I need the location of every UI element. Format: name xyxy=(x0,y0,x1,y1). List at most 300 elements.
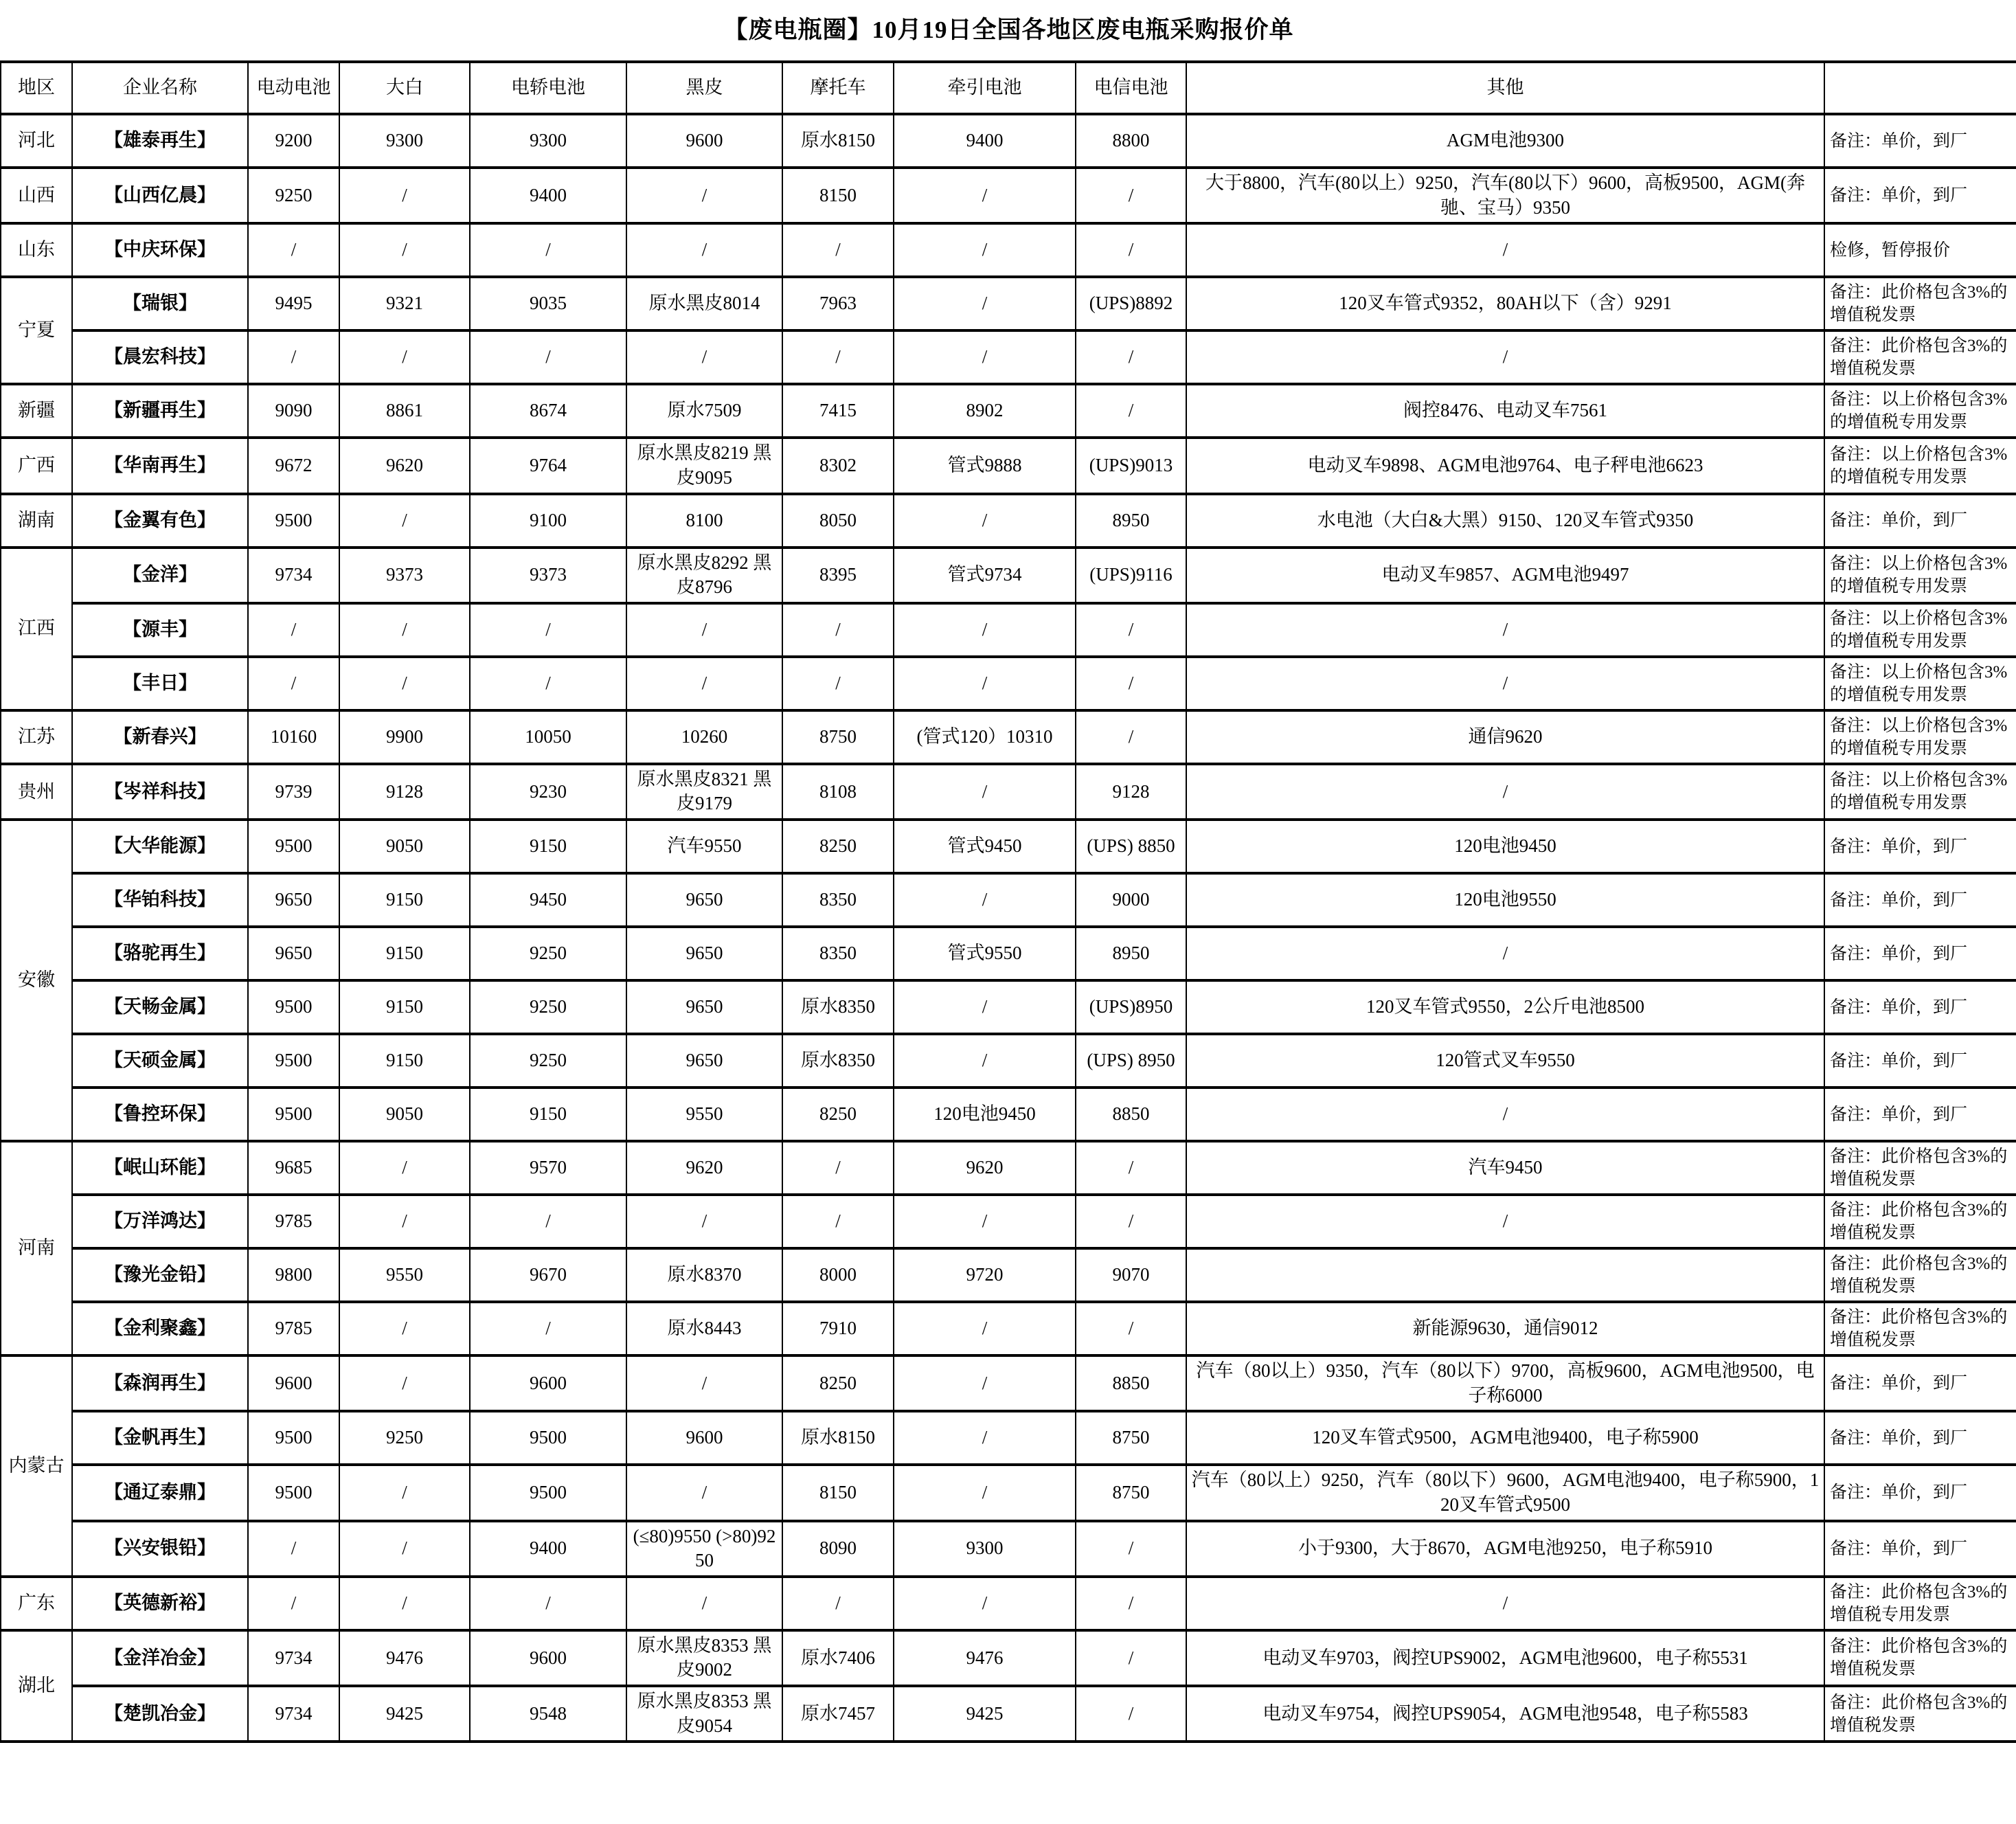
price-cell: / xyxy=(470,1302,626,1355)
price-cell: / xyxy=(470,657,626,710)
price-cell: / xyxy=(339,657,470,710)
region-cell: 湖北 xyxy=(1,1630,72,1742)
price-cell: 汽车9550 xyxy=(626,820,782,873)
company-cell: 【金利聚鑫】 xyxy=(72,1302,248,1355)
column-header-company: 企业名称 xyxy=(72,62,248,114)
remark-cell: 备注：以上价格包含3%的增值税专用发票 xyxy=(1824,710,2016,764)
price-cell: / xyxy=(339,1195,470,1248)
price-cell: 8850 xyxy=(1076,1088,1186,1141)
company-cell: 【楚凯冶金】 xyxy=(72,1686,248,1742)
remark-cell: 备注：单价，到厂 xyxy=(1824,494,2016,548)
price-cell: / xyxy=(782,223,894,277)
price-cell: 9250 xyxy=(470,1034,626,1088)
price-cell: 9373 xyxy=(339,548,470,603)
price-cell: 9620 xyxy=(626,1141,782,1195)
price-cell: 9150 xyxy=(339,1034,470,1088)
price-cell: 原水7457 xyxy=(782,1686,894,1742)
price-cell: 9739 xyxy=(248,764,339,820)
company-cell: 【金翼有色】 xyxy=(72,494,248,548)
price-cell: 9900 xyxy=(339,710,470,764)
price-cell: / xyxy=(894,494,1076,548)
price-cell: 8950 xyxy=(1076,494,1186,548)
price-cell: 10050 xyxy=(470,710,626,764)
price-cell: 9785 xyxy=(248,1195,339,1248)
price-cell: 原水8150 xyxy=(782,114,894,168)
price-cell: / xyxy=(1076,1630,1186,1686)
company-cell: 【新春兴】 xyxy=(72,710,248,764)
price-cell: / xyxy=(894,603,1076,657)
remark-cell: 备注：单价，到厂 xyxy=(1824,1465,2016,1520)
remark-cell: 备注：此价格包含3%的增值税发票 xyxy=(1824,1630,2016,1686)
price-cell: 9500 xyxy=(248,1034,339,1088)
price-cell: 8108 xyxy=(782,764,894,820)
remark-cell: 备注：此价格包含3%的增值税发票 xyxy=(1824,1248,2016,1302)
table-row xyxy=(1,223,2016,277)
price-cell: 9250 xyxy=(470,927,626,980)
company-cell: 【金帆再生】 xyxy=(72,1411,248,1465)
price-cell: 原水黑皮8353 黑皮9054 xyxy=(626,1686,782,1742)
remark-cell: 备注：以上价格包含3%的增值税专用发票 xyxy=(1824,603,2016,657)
other-cell: 小于9300，大于8670，AGM电池9250，电子称5910 xyxy=(1186,1521,1824,1577)
price-cell: 8090 xyxy=(782,1521,894,1577)
price-cell: 9650 xyxy=(626,927,782,980)
price-cell: 9425 xyxy=(894,1686,1076,1742)
price-cell: / xyxy=(626,1465,782,1520)
region-cell: 广东 xyxy=(1,1577,72,1630)
price-cell: 原水黑皮8219 黑皮9095 xyxy=(626,438,782,493)
price-cell: 8750 xyxy=(1076,1465,1186,1520)
price-cell: 9373 xyxy=(470,548,626,603)
price-cell: 9035 xyxy=(470,277,626,330)
other-cell: 汽车（80以上）9350，汽车（80以下）9700，高板9600，AGM电池9500，电子称6000 xyxy=(1186,1355,1824,1411)
price-cell: 原水8150 xyxy=(782,1411,894,1465)
other-cell: 汽车（80以上）9250，汽车（80以下）9600，AGM电池9400，电子称5900，120叉车管式9500 xyxy=(1186,1465,1824,1520)
price-cell: 9550 xyxy=(626,1088,782,1141)
price-cell: 8350 xyxy=(782,873,894,927)
price-cell: 9500 xyxy=(248,1411,339,1465)
column-header-dabai: 大白 xyxy=(339,62,470,114)
price-cell: 9000 xyxy=(1076,873,1186,927)
price-cell: 9500 xyxy=(248,1088,339,1141)
price-cell: 9150 xyxy=(339,927,470,980)
other-cell: / xyxy=(1186,330,1824,384)
price-cell: / xyxy=(894,330,1076,384)
price-cell: / xyxy=(1076,657,1186,710)
price-cell: 管式9450 xyxy=(894,820,1076,873)
price-cell: 9734 xyxy=(248,548,339,603)
remark-cell: 备注：单价，到厂 xyxy=(1824,1034,2016,1088)
price-cell: / xyxy=(1076,1141,1186,1195)
price-cell: / xyxy=(1076,330,1186,384)
table-row xyxy=(1,1088,2016,1141)
remark-cell: 备注：以上价格包含3%的增值税专用发票 xyxy=(1824,764,2016,820)
price-cell: 9450 xyxy=(470,873,626,927)
table-row xyxy=(1,548,2016,603)
table-row xyxy=(1,1630,2016,1686)
price-cell: 9685 xyxy=(248,1141,339,1195)
other-cell: 120叉车管式9550，2公斤电池8500 xyxy=(1186,980,1824,1034)
column-header-other: 其他 xyxy=(1186,62,1824,114)
remark-cell: 备注：以上价格包含3%的增值税专用发票 xyxy=(1824,384,2016,438)
remark-cell: 检修，暂停报价 xyxy=(1824,223,2016,277)
remark-cell: 备注：单价，到厂 xyxy=(1824,927,2016,980)
price-cell: 原水8350 xyxy=(782,1034,894,1088)
remark-cell: 备注：单价，到厂 xyxy=(1824,980,2016,1034)
region-cell: 江苏 xyxy=(1,710,72,764)
remark-cell: 备注：此价格包含3%的增值税发票 xyxy=(1824,330,2016,384)
other-cell: / xyxy=(1186,1577,1824,1630)
price-cell: 管式9888 xyxy=(894,438,1076,493)
price-cell: 原水黑皮8321 黑皮9179 xyxy=(626,764,782,820)
company-cell: 【丰日】 xyxy=(72,657,248,710)
price-cell: 9090 xyxy=(248,384,339,438)
column-header-sedan-battery: 电轿电池 xyxy=(470,62,626,114)
price-cell: 9400 xyxy=(894,114,1076,168)
price-cell: 9500 xyxy=(470,1465,626,1520)
column-header-telecom-battery: 电信电池 xyxy=(1076,62,1186,114)
price-cell: 8050 xyxy=(782,494,894,548)
other-cell: 120叉车管式9500，AGM电池9400，电子称5900 xyxy=(1186,1411,1824,1465)
price-cell: 9150 xyxy=(339,873,470,927)
column-header-region: 地区 xyxy=(1,62,72,114)
price-cell: / xyxy=(894,873,1076,927)
other-cell: 电动叉车9703，阀控UPS9002，AGM电池9600，电子称5531 xyxy=(1186,1630,1824,1686)
other-cell: / xyxy=(1186,927,1824,980)
other-cell: / xyxy=(1186,657,1824,710)
table-row xyxy=(1,1411,2016,1465)
price-cell: 7415 xyxy=(782,384,894,438)
price-cell: / xyxy=(894,1195,1076,1248)
region-cell: 山东 xyxy=(1,223,72,277)
company-cell: 【岷山环能】 xyxy=(72,1141,248,1195)
price-cell: / xyxy=(248,657,339,710)
price-cell: 9425 xyxy=(339,1686,470,1742)
price-cell: 9720 xyxy=(894,1248,1076,1302)
price-cell: 9150 xyxy=(339,980,470,1034)
price-cell: 9550 xyxy=(339,1248,470,1302)
region-cell: 贵州 xyxy=(1,764,72,820)
price-cell: 8750 xyxy=(1076,1411,1186,1465)
other-cell: 120叉车管式9352，80AH以下（含）9291 xyxy=(1186,277,1824,330)
table-row xyxy=(1,873,2016,927)
remark-cell: 备注：单价，到厂 xyxy=(1824,820,2016,873)
table-row xyxy=(1,1686,2016,1742)
company-cell: 【天硕金属】 xyxy=(72,1034,248,1088)
other-cell: 大于8800，汽车(80以上）9250，汽车(80以下）9600，高板9500，AGM(奔驰、宝马）9350 xyxy=(1186,168,1824,223)
price-cell: 9650 xyxy=(626,980,782,1034)
price-cell: 9400 xyxy=(470,168,626,223)
price-cell: (UPS)8892 xyxy=(1076,277,1186,330)
table-row xyxy=(1,438,2016,493)
price-cell: 9570 xyxy=(470,1141,626,1195)
company-cell: 【华南再生】 xyxy=(72,438,248,493)
price-cell: / xyxy=(339,223,470,277)
table-row xyxy=(1,1355,2016,1411)
price-cell: / xyxy=(470,330,626,384)
title-row xyxy=(1,0,2016,62)
price-cell: 8250 xyxy=(782,1088,894,1141)
price-cell: 原水7509 xyxy=(626,384,782,438)
price-cell: 8150 xyxy=(782,168,894,223)
price-cell: / xyxy=(894,168,1076,223)
price-cell: 8250 xyxy=(782,820,894,873)
remark-cell: 备注：单价，到厂 xyxy=(1824,873,2016,927)
table-body xyxy=(1,114,2016,1742)
company-cell: 【兴安银铅】 xyxy=(72,1521,248,1577)
price-cell: / xyxy=(626,168,782,223)
other-cell: / xyxy=(1186,603,1824,657)
table-row xyxy=(1,657,2016,710)
price-cell: / xyxy=(1076,710,1186,764)
other-cell: 电动叉车9898、AGM电池9764、电子秤电池6623 xyxy=(1186,438,1824,493)
price-cell: 9250 xyxy=(470,980,626,1034)
table-row xyxy=(1,1577,2016,1630)
table-row xyxy=(1,710,2016,764)
remark-cell: 备注：此价格包含3%的增值税发票 xyxy=(1824,1141,2016,1195)
price-cell: / xyxy=(248,223,339,277)
price-cell: 9150 xyxy=(470,1088,626,1141)
price-cell: 8350 xyxy=(782,927,894,980)
price-cell: / xyxy=(894,657,1076,710)
price-cell: 9650 xyxy=(248,873,339,927)
price-cell: 9670 xyxy=(470,1248,626,1302)
company-cell: 【源丰】 xyxy=(72,603,248,657)
price-cell: 9600 xyxy=(248,1355,339,1411)
price-cell: 原水黑皮8014 xyxy=(626,277,782,330)
other-cell: 通信9620 xyxy=(1186,710,1824,764)
remark-cell: 备注：单价，到厂 xyxy=(1824,1088,2016,1141)
other-cell: / xyxy=(1186,764,1824,820)
price-cell: / xyxy=(782,1577,894,1630)
price-cell: (≤80)9550 (>80)9250 xyxy=(626,1521,782,1577)
price-cell: / xyxy=(782,1141,894,1195)
price-cell: / xyxy=(626,1355,782,1411)
price-cell: / xyxy=(782,603,894,657)
price-cell: / xyxy=(339,1141,470,1195)
price-cell: 9321 xyxy=(339,277,470,330)
price-cell: 原水8443 xyxy=(626,1302,782,1355)
price-cell: 9600 xyxy=(470,1355,626,1411)
price-cell: / xyxy=(894,1411,1076,1465)
price-cell: 9250 xyxy=(339,1411,470,1465)
price-cell: 9672 xyxy=(248,438,339,493)
price-cell: / xyxy=(894,980,1076,1034)
price-cell: 9500 xyxy=(470,1411,626,1465)
price-cell: (UPS) 8950 xyxy=(1076,1034,1186,1088)
page-title: 【废电瓶圈】10月19日全国各地区废电瓶采购报价单 xyxy=(1,0,2016,62)
price-cell: 8800 xyxy=(1076,114,1186,168)
region-cell: 新疆 xyxy=(1,384,72,438)
table-row xyxy=(1,764,2016,820)
other-cell: 汽车9450 xyxy=(1186,1141,1824,1195)
price-cell: / xyxy=(470,1195,626,1248)
price-cell: / xyxy=(894,1355,1076,1411)
price-cell: 9548 xyxy=(470,1686,626,1742)
table-row xyxy=(1,277,2016,330)
price-cell: / xyxy=(894,764,1076,820)
price-cell: / xyxy=(339,168,470,223)
price-cell: (UPS)9013 xyxy=(1076,438,1186,493)
remark-cell: 备注：此价格包含3%的增值税发票 xyxy=(1824,1686,2016,1742)
region-cell: 河南 xyxy=(1,1141,72,1355)
price-cell: 9785 xyxy=(248,1302,339,1355)
company-cell: 【瑞银】 xyxy=(72,277,248,330)
price-cell: / xyxy=(1076,603,1186,657)
price-cell: 10260 xyxy=(626,710,782,764)
price-cell: / xyxy=(339,494,470,548)
region-cell: 广西 xyxy=(1,438,72,493)
column-header-traction-battery: 牵引电池 xyxy=(894,62,1076,114)
price-cell: / xyxy=(782,657,894,710)
price-cell: 9495 xyxy=(248,277,339,330)
column-header-heipi: 黑皮 xyxy=(626,62,782,114)
price-cell: 9128 xyxy=(1076,764,1186,820)
remark-cell: 备注：此价格包含3%的增值税发票 xyxy=(1824,1302,2016,1355)
region-cell: 湖南 xyxy=(1,494,72,548)
company-cell: 【山西亿晨】 xyxy=(72,168,248,223)
price-cell: / xyxy=(248,1577,339,1630)
price-cell: 9250 xyxy=(248,168,339,223)
price-cell: / xyxy=(470,1577,626,1630)
remark-cell: 备注：此价格包含3%的增值税发票 xyxy=(1824,1195,2016,1248)
table-header-row xyxy=(1,62,2016,114)
region-cell: 山西 xyxy=(1,168,72,223)
other-cell: / xyxy=(1186,1088,1824,1141)
price-cell: / xyxy=(470,603,626,657)
other-cell: / xyxy=(1186,223,1824,277)
table-row xyxy=(1,168,2016,223)
remark-cell: 备注：单价，到厂 xyxy=(1824,168,2016,223)
price-cell: 8250 xyxy=(782,1355,894,1411)
region-cell: 宁夏 xyxy=(1,277,72,384)
price-cell: 9150 xyxy=(470,820,626,873)
other-cell: 120电池9450 xyxy=(1186,820,1824,873)
price-cell: 9764 xyxy=(470,438,626,493)
price-cell: (管式120）10310 xyxy=(894,710,1076,764)
table-row xyxy=(1,384,2016,438)
table-row xyxy=(1,1195,2016,1248)
remark-cell: 备注：以上价格包含3%的增值税专用发票 xyxy=(1824,548,2016,603)
other-cell: 电动叉车9754，阀控UPS9054，AGM电池9548，电子称5583 xyxy=(1186,1686,1824,1742)
other-cell: AGM电池9300 xyxy=(1186,114,1824,168)
table-row xyxy=(1,1302,2016,1355)
company-cell: 【中庆环保】 xyxy=(72,223,248,277)
price-cell: 9620 xyxy=(339,438,470,493)
price-cell: / xyxy=(626,330,782,384)
company-cell: 【新疆再生】 xyxy=(72,384,248,438)
company-cell: 【大华能源】 xyxy=(72,820,248,873)
price-cell: 9128 xyxy=(339,764,470,820)
company-cell: 【骆驼再生】 xyxy=(72,927,248,980)
price-cell: 9400 xyxy=(470,1521,626,1577)
remark-cell: 备注：以上价格包含3%的增值税专用发票 xyxy=(1824,438,2016,493)
price-cell: 9500 xyxy=(248,494,339,548)
price-cell: 9230 xyxy=(470,764,626,820)
price-cell: / xyxy=(1076,1521,1186,1577)
price-cell: / xyxy=(894,1465,1076,1520)
company-cell: 【万洋鸿达】 xyxy=(72,1195,248,1248)
price-cell: 9200 xyxy=(248,114,339,168)
price-cell: 10160 xyxy=(248,710,339,764)
price-cell: 8150 xyxy=(782,1465,894,1520)
price-cell: / xyxy=(1076,168,1186,223)
price-cell: 原水8370 xyxy=(626,1248,782,1302)
price-cell: 120电池9450 xyxy=(894,1088,1076,1141)
price-cell: / xyxy=(339,1465,470,1520)
price-cell: / xyxy=(626,603,782,657)
price-cell: 9300 xyxy=(894,1521,1076,1577)
price-cell: 9476 xyxy=(894,1630,1076,1686)
company-cell: 【金洋】 xyxy=(72,548,248,603)
price-cell: / xyxy=(339,1577,470,1630)
price-cell: 9650 xyxy=(626,1034,782,1088)
remark-cell: 备注：单价，到厂 xyxy=(1824,1521,2016,1577)
remark-cell: 备注：单价，到厂 xyxy=(1824,114,2016,168)
price-cell: 9734 xyxy=(248,1686,339,1742)
company-cell: 【通辽泰鼎】 xyxy=(72,1465,248,1520)
price-cell: 9800 xyxy=(248,1248,339,1302)
price-cell: 9650 xyxy=(626,873,782,927)
price-cell: 9500 xyxy=(248,980,339,1034)
price-cell: 9600 xyxy=(470,1630,626,1686)
price-cell: 9300 xyxy=(470,114,626,168)
price-cell: 管式9550 xyxy=(894,927,1076,980)
region-cell: 江西 xyxy=(1,548,72,710)
column-header-motorcycle: 摩托车 xyxy=(782,62,894,114)
price-cell: / xyxy=(339,1521,470,1577)
price-cell: 9500 xyxy=(248,1465,339,1520)
other-cell: 阀控8476、电动叉车7561 xyxy=(1186,384,1824,438)
other-cell: 120电池9550 xyxy=(1186,873,1824,927)
price-cell: 9600 xyxy=(626,1411,782,1465)
price-cell: / xyxy=(339,1355,470,1411)
table-row xyxy=(1,494,2016,548)
price-cell: 9476 xyxy=(339,1630,470,1686)
price-cell: / xyxy=(894,223,1076,277)
price-cell: 9600 xyxy=(626,114,782,168)
price-cell: / xyxy=(1076,1302,1186,1355)
price-cell: / xyxy=(782,1195,894,1248)
price-cell: 7963 xyxy=(782,277,894,330)
remark-cell: 备注：以上价格包含3%的增值税专用发票 xyxy=(1824,657,2016,710)
price-cell: / xyxy=(626,223,782,277)
price-cell: 9300 xyxy=(339,114,470,168)
other-cell: 120管式叉车9550 xyxy=(1186,1034,1824,1088)
price-cell: / xyxy=(248,330,339,384)
table-row xyxy=(1,1465,2016,1520)
price-cell: / xyxy=(894,1302,1076,1355)
price-cell: / xyxy=(248,1521,339,1577)
company-cell: 【天畅金属】 xyxy=(72,980,248,1034)
table-row xyxy=(1,927,2016,980)
price-cell: / xyxy=(1076,223,1186,277)
table-row xyxy=(1,1521,2016,1577)
price-cell: 8861 xyxy=(339,384,470,438)
price-cell: / xyxy=(626,1195,782,1248)
price-cell: 9050 xyxy=(339,1088,470,1141)
company-cell: 【岑祥科技】 xyxy=(72,764,248,820)
price-cell: / xyxy=(339,603,470,657)
table-row xyxy=(1,603,2016,657)
remark-cell: 备注：单价，到厂 xyxy=(1824,1355,2016,1411)
company-cell: 【森润再生】 xyxy=(72,1355,248,1411)
price-cell: 8750 xyxy=(782,710,894,764)
price-cell: 8850 xyxy=(1076,1355,1186,1411)
price-cell: / xyxy=(894,1577,1076,1630)
price-cell: 8950 xyxy=(1076,927,1186,980)
price-cell: / xyxy=(626,657,782,710)
price-cell: / xyxy=(1076,1686,1186,1742)
